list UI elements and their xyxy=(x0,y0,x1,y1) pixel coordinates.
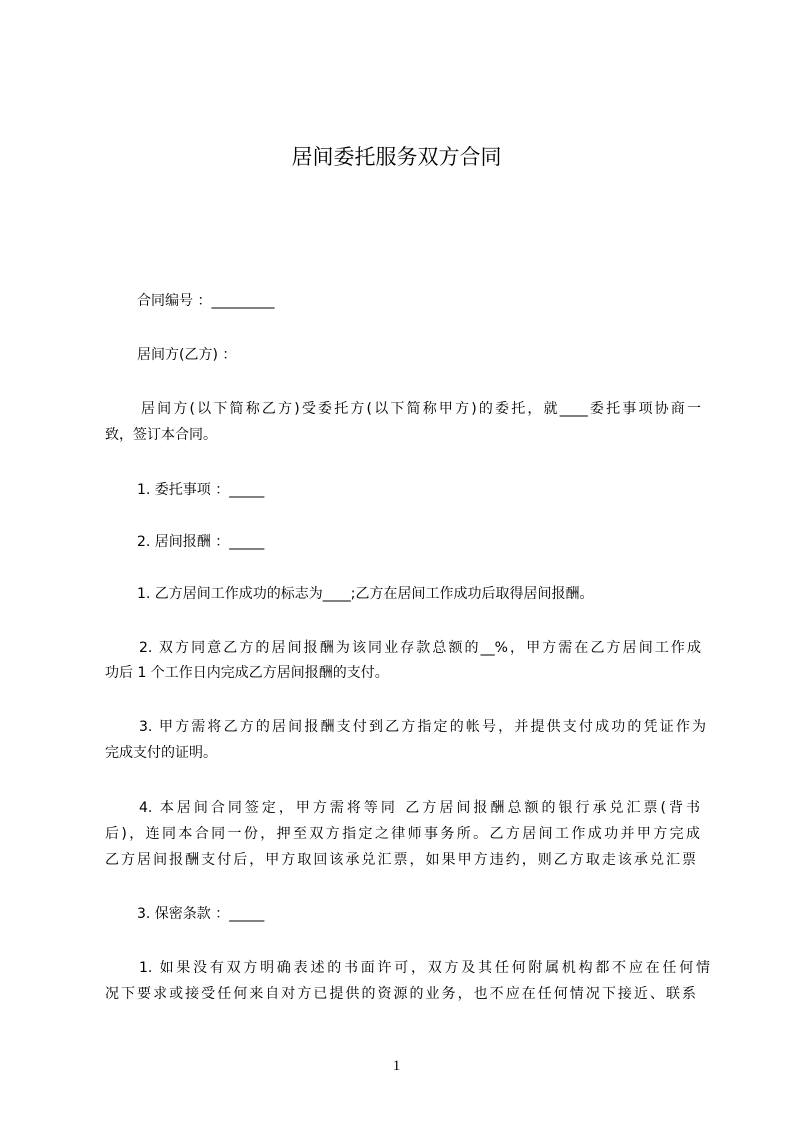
clause-2-4-line-3 xyxy=(105,850,696,870)
clause-2-3-text-1: 3. 甲方需将乙方的居间报酬支付到乙方指定的帐号，并提供支付成功的凭证作为 xyxy=(139,719,706,735)
clause-2-2-text-1: 2. 双方同意乙方的居间报酬为该同业存款总额的__%，甲方需在乙方居间工作成 xyxy=(139,640,701,656)
clause-2-3-line-2: 完成支付的证明。 xyxy=(105,745,217,761)
clause-3-1-line-1 xyxy=(139,958,710,978)
section-heading-1: 1. 委托事项 ：_____ xyxy=(137,482,265,498)
intermediary-party-line: 居间方(乙方) ： xyxy=(137,347,237,363)
clause-2-4-line-1 xyxy=(139,798,700,818)
intro-line-2: 致，签订本合同。 xyxy=(105,427,217,443)
clause-2-3-line-1 xyxy=(139,717,706,737)
clause-2-2-line-1 xyxy=(139,638,701,658)
clause-2-4-text-3: 乙方居间报酬支付后，甲方取回该承兑汇票，如果甲方违约，则乙方取走该承兑汇票 xyxy=(105,852,696,868)
clause-2-4-line-2 xyxy=(105,824,700,844)
section-heading-3: 3. 保密条款 ：_____ xyxy=(137,906,265,922)
page-number: 1 xyxy=(392,1058,401,1074)
clause-2-4-text-2: 后)，连同本合同一份，押至双方指定之律师事务所。乙方居间工作成功并甲方完成 xyxy=(105,826,700,842)
contract-number-line: 合同编号 ：_________ xyxy=(137,293,275,309)
clause-3-1-line-2 xyxy=(105,984,696,1004)
intro-text-1: 居间方(以下简称乙方)受委托方(以下简称甲方)的委托，就____委托事项协商一 xyxy=(141,401,701,417)
clause-3-1-text-1: 1. 如果没有双方明确表述的书面许可，双方及其任何附属机构都不应在任何情 xyxy=(139,960,710,976)
intro-line-1 xyxy=(141,399,701,419)
clause-3-1-text-2: 况下要求或接受任何来自对方已提供的资源的业务，也不应在任何情况下接近、联系 xyxy=(105,986,696,1002)
section-heading-2: 2. 居间报酬 ：_____ xyxy=(137,534,265,550)
clause-2-4-text-1: 4. 本居间合同签定，甲方需将等同 乙方居间报酬总额的银行承兑汇票(背书 xyxy=(139,800,700,816)
clause-2-2-line-2: 功后 1 个工作日内完成乙方居间报酬的支付。 xyxy=(105,665,389,681)
document-title: 居间委托服务双方合同 xyxy=(291,145,502,169)
clause-2-1: 1. 乙方居间工作成功的标志为____;乙方在居间工作成功后取得居间报酬。 xyxy=(137,586,594,602)
